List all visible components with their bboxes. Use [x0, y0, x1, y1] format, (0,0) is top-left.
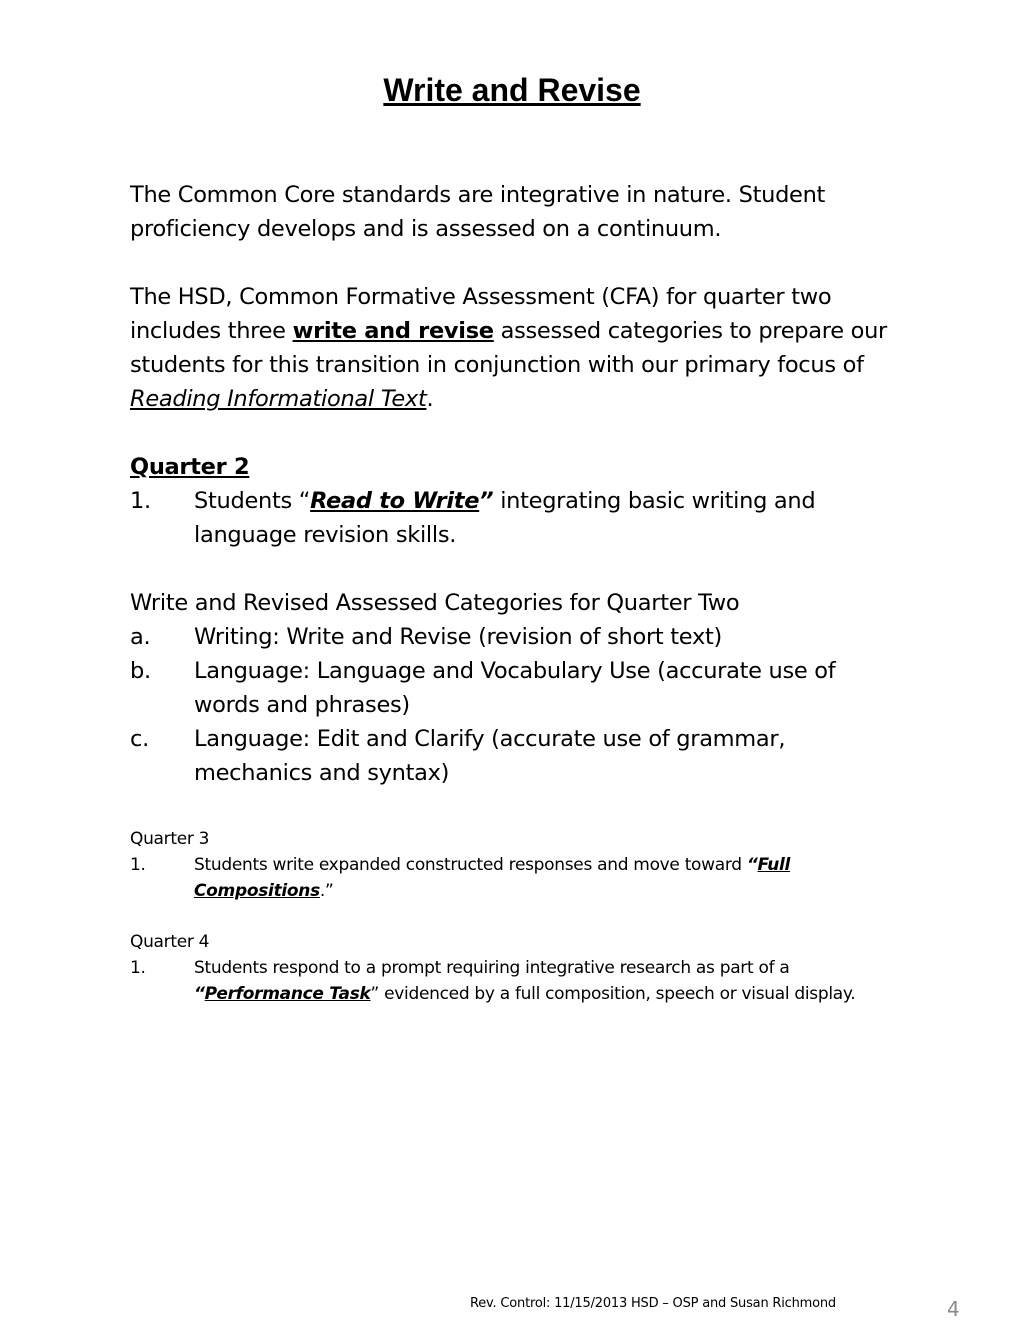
full-compositions-text: Full Compositions: [194, 855, 791, 901]
list-number: 1.: [130, 958, 146, 978]
quarter-2-item: [130, 484, 890, 552]
q4-open-quote: “: [194, 984, 205, 1004]
page-title: Write and Revise: [383, 72, 641, 108]
revision-footer: Rev. Control: 11/15/2013 HSD – OSP and Susan Richmond: [470, 1296, 836, 1311]
category-item: [130, 620, 890, 654]
q4-item-pre: Students respond to a prompt requiring integrative research as part of a: [194, 958, 790, 978]
list-text: [194, 484, 890, 552]
reading-informational-text-emphasis: Reading Informational Text: [130, 386, 427, 412]
quarter-2-heading: Quarter 2: [130, 454, 250, 480]
q4-item-post: ” evidenced by a full composition, speech or visual display.: [370, 984, 856, 1004]
main-body: [130, 178, 890, 790]
list-number: 1.: [130, 488, 151, 514]
quarter-3-item: [130, 852, 890, 904]
q2-item-post: integrating basic writing and language revision skills.: [194, 488, 816, 548]
quarter-4-item: [130, 955, 890, 1007]
performance-task-emphasis: [194, 984, 371, 1004]
later-quarters: [130, 826, 890, 1007]
q3-item-pre: Students write expanded constructed responses and move toward: [194, 855, 747, 875]
category-item: [130, 722, 890, 790]
list-letter: a.: [130, 624, 151, 650]
write-and-revise-emphasis: write and revise: [292, 318, 494, 344]
page-number: 4: [947, 1297, 960, 1321]
cfa-paragraph: [130, 280, 890, 416]
intro-paragraph: The Common Core standards are integrative in nature. Student proficiency develops and is assessed on a continuum.: [130, 182, 826, 242]
categories-heading: Write and Revised Assessed Categories for Quarter Two: [130, 590, 740, 616]
list-text: Writing: Write and Revise (revision of short text): [194, 624, 722, 650]
list-letter: b.: [130, 658, 151, 684]
list-number: 1.: [130, 855, 146, 875]
q3-open-quote: “: [746, 855, 758, 875]
category-item: [130, 654, 890, 722]
quarter-3-heading: Quarter 3: [130, 829, 210, 849]
list-text: Language: Edit and Clarify (accurate use of grammar, mechanics and syntax): [194, 726, 786, 786]
cfa-text-1: The HSD, Common Formative Assessment (CFA) for quarter two includes three: [130, 284, 832, 344]
q2-close-quote: ”: [479, 488, 494, 514]
read-to-write-emphasis: [310, 488, 493, 514]
q2-item-pre: Students “: [194, 488, 311, 514]
q3-item-post: .”: [319, 881, 334, 901]
list-text: [194, 955, 890, 1007]
list-letter: c.: [130, 726, 149, 752]
quarter-4-heading: Quarter 4: [130, 932, 210, 952]
cfa-text-2: assessed categories to prepare our students for this transition in conjunction with our primary focus of: [130, 318, 888, 378]
list-text: Language: Language and Vocabulary Use (accurate use of words and phrases): [194, 658, 836, 718]
cfa-text-3: .: [426, 386, 434, 412]
read-to-write-text: Read to Write: [310, 488, 480, 514]
list-text: [194, 852, 890, 904]
performance-task-text: Performance Task: [204, 984, 371, 1004]
